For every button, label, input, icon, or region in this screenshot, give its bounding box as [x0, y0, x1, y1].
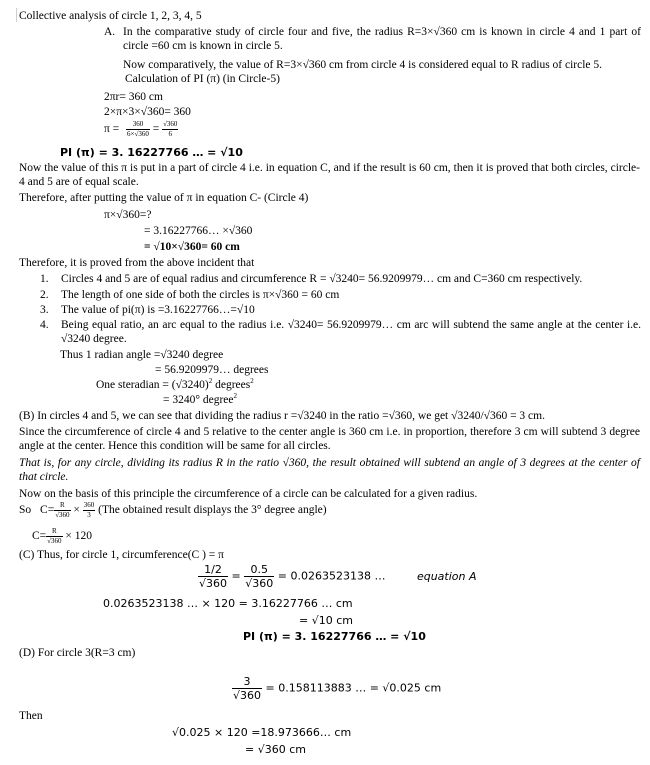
equation-2pi-3-sqrt360: 2×π×3×√360= 360 — [104, 106, 191, 118]
section-d-equation: $\frac{3}{√360}$ = 0.158113883 … = √0.025 cm — [233, 675, 442, 702]
section-d-line-1: √0.025 × 120 =18.973666… cm — [172, 726, 352, 739]
fraction-r-over-sqrt360: $\frac{R}{√360}$ — [55, 501, 70, 519]
para-italic-principle: That is, for any circle, dividing its radius R in the ratio √360, the result obtained will subtend an angle of 3 degrees at the center of that circle. — [19, 457, 640, 483]
list-number-4: 4. — [40, 319, 49, 331]
section-c-equation-a: $\frac{1/2}{√360}$ = $\frac{0.5}{√360}$ = 0.0263523138 … equation A — [199, 563, 477, 590]
pi-lhs: π = — [104, 123, 120, 136]
section-c-intro: (C) Thus, for circle 1, circumference(C ) = π — [19, 549, 224, 561]
section-d-line-2: = √360 cm — [245, 743, 306, 756]
calc-line-3: = √10×√360= 60 cm — [144, 241, 240, 253]
section-c-line-2: 0.0263523138 … × 120 = 3.16227766 … cm — [103, 597, 353, 610]
list-item-3: The value of pi(π) is =3.16227766…=√10 — [61, 304, 255, 316]
section-d-intro: (D) For circle 3(R=3 cm) — [19, 647, 136, 659]
para-now-value: Now the value of this π is put in a part of circle 4 i.e. in equation C, and if the result is 60 cm, then it is proved that both circles, circle-4 and 5 are of equal scale. — [19, 162, 640, 188]
equals-sign: = — [152, 123, 160, 136]
fraction-r-over-sqrt360-2: $\frac{R}{√360}$ — [47, 527, 62, 545]
para-since: Since the circumference of circle 4 and 5 relative to the center angle is 360 cm i.e. in proportion, therefore 3 cm will subtend 3 degree angle at the center. Hence this condition will be same for all circles. — [19, 426, 640, 452]
list-number-1: 1. — [40, 273, 49, 285]
proved-intro: Therefore, it is proved from the above incident that — [19, 257, 255, 269]
steradian-result: = 3240° degree$^2$ — [163, 392, 237, 406]
pi-result-circle-1: PI (π) = 3. 16227766 … = √10 — [243, 630, 426, 643]
section-a-para-1: In the comparative study of circle four and five, the radius R=3×√360 cm is known in circle 4 and 1 part of circle =60 cm is known in circle 5. — [123, 26, 641, 52]
margin-line — [16, 8, 17, 22]
equation-2pir: 2πr= 360 cm — [104, 91, 163, 103]
fraction-3-over-sqrt360: $\frac{3}{√360}$ — [233, 675, 262, 702]
fraction-360-over-6sqrt360: $\frac{360}{6\times√360}$ — [127, 120, 149, 138]
list-item-1: Circles 4 and 5 are of equal radius and circumference R = √3240= 56.9209979… cm and C=360 cm respectively. — [61, 273, 583, 285]
page-title: Collective analysis of circle 1, 2, 3, 4, 5 — [19, 10, 202, 22]
calc-line-2: = 3.16227766… ×√360 — [144, 225, 253, 237]
list-item-2: The length of one side of both the circles is π×√360 = 60 cm — [61, 289, 340, 301]
section-a-marker: A. — [104, 26, 116, 38]
radian-line-2: = 56.9209979… degrees — [155, 364, 269, 376]
fraction-sqrt360-over-6: $\frac{√360}{6}$ — [163, 120, 178, 138]
section-d-then: Then — [19, 710, 43, 722]
para-basis: Now on the basis of this principle the circumference of a circle can be calculated for a given radius. — [19, 488, 478, 500]
para-therefore-putting: Therefore, after putting the value of π in equation C- (Circle 4) — [19, 192, 309, 204]
section-a-para-3: Calculation of PI (π) (in Circle-5) — [125, 73, 280, 85]
formula-line-1: So C= $\frac{R}{√360}$ × $\frac{360}{3}$ (The obtained result displays the 3° degree angle) — [19, 501, 327, 519]
formula-line-2: C= $\frac{R}{√360}$ × 120 — [32, 527, 92, 545]
steradian-line: One steradian = $(√3240)^2$ degrees$^2$ — [96, 377, 254, 391]
fraction-0-5-over-sqrt360: $\frac{0.5}{√360}$ — [245, 563, 274, 590]
list-item-4: Being equal ratio, an arc equal to the radius i.e. √3240= 56.9209979… cm arc will subtend the same angle at the center i.e. √3240 degree. — [61, 319, 641, 345]
pi-result-circle-5: PI (π) = 3. 16227766 … = √10 — [60, 146, 243, 159]
equation-pi-fraction — [104, 121, 178, 138]
fraction-half-over-sqrt360: $\frac{1/2}{√360}$ — [199, 563, 228, 590]
list-number-2: 2. — [40, 289, 49, 301]
radian-line-1: Thus 1 radian angle =√3240 degree — [60, 349, 224, 361]
section-c-line-3: = √10 cm — [299, 614, 353, 627]
calc-line-1: π×√360=? — [104, 209, 152, 221]
list-number-3: 3. — [40, 304, 49, 316]
para-b: (B) In circles 4 and 5, we can see that dividing the radius r =√3240 in the ratio =√360, we get √3240/√360 = 3 cm. — [19, 410, 545, 422]
section-a-para-2: Now comparatively, the value of R=3×√360 cm from circle 4 is considered equal to R radius of circle 5. — [123, 59, 603, 71]
equation-a-label: equation A — [416, 569, 477, 583]
fraction-360-over-3: $\frac{360}{3}$ — [83, 501, 95, 519]
